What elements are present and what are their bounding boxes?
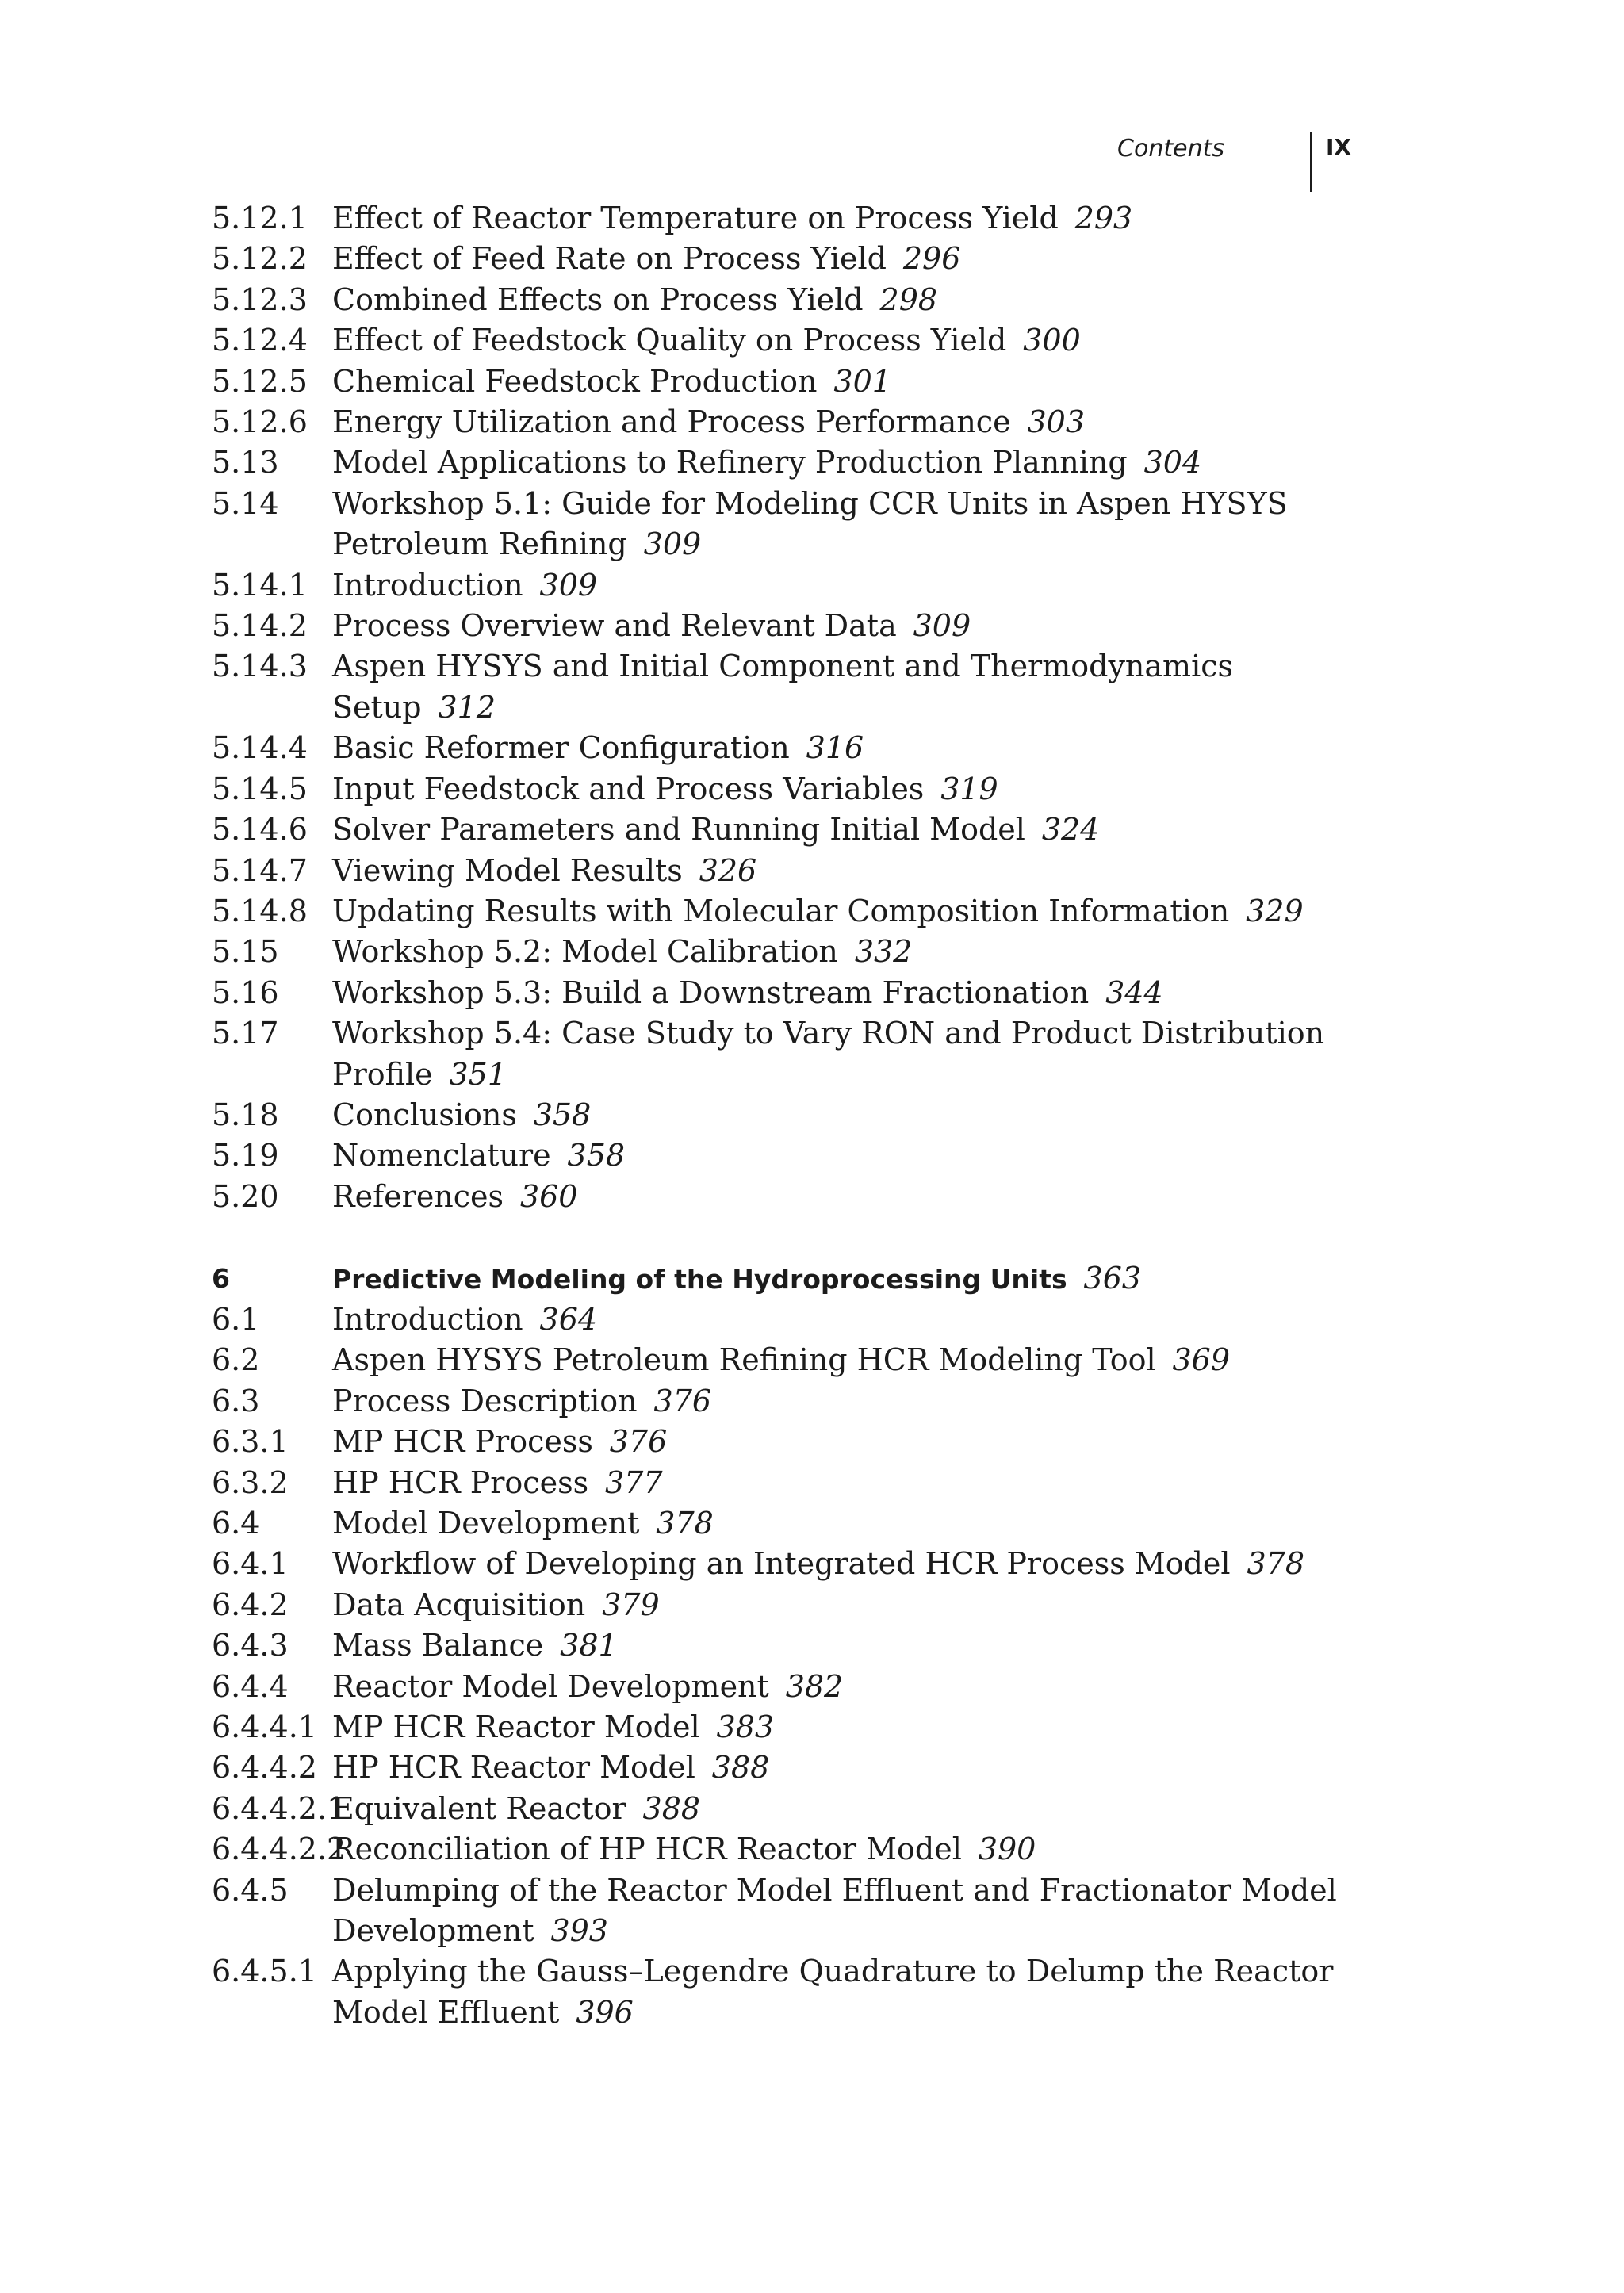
toc-entry-title-text: HP HCR Reactor Model	[332, 1750, 695, 1786]
toc-entry-number: 5.18	[212, 1097, 279, 1132]
toc-entry-title-text: Input Feedstock and Process Variables	[332, 771, 925, 806]
toc-entry-title-text: Basic Reformer Configuration	[332, 730, 790, 766]
toc-entry	[212, 1789, 1338, 1829]
toc-entry-title-text: Equivalent Reactor	[332, 1790, 626, 1826]
toc-entry-title-text: Mass Balance	[332, 1628, 544, 1663]
toc-entry-page: 309	[539, 567, 598, 603]
toc-entry-page: 358	[567, 1138, 626, 1173]
toc-entry	[212, 1177, 1338, 1217]
toc-entry	[212, 810, 1338, 850]
toc-entry-title-text: Aspen HYSYS and Initial Component and Thermodynamics Setup	[332, 649, 1234, 725]
toc-entry-number: 5.14	[212, 485, 279, 521]
toc-entry-page: 364	[539, 1301, 598, 1337]
toc-entry-page: 300	[1023, 323, 1081, 358]
toc-entry-title-text: Effect of Feedstock Quality on Process Yield	[332, 323, 1007, 358]
toc-entry-title	[332, 1667, 1338, 1707]
toc-entry-number: 5.16	[212, 974, 279, 1010]
toc-entry-number: 6	[212, 1262, 230, 1294]
toc-entry	[212, 320, 1338, 361]
toc-entry-title	[332, 1829, 1338, 1870]
toc-entry	[212, 198, 1338, 239]
toc-entry-title-text: Solver Parameters and Running Initial Model	[332, 812, 1025, 848]
toc-entry-title-text: Process Description	[332, 1383, 638, 1418]
toc-entry-title	[332, 769, 1338, 810]
toc-entry	[212, 442, 1338, 483]
toc-entry-number: 6.4.4	[212, 1668, 289, 1704]
toc-entry-number: 5.14.2	[212, 608, 308, 644]
toc-entry	[212, 606, 1338, 646]
toc-entry-number: 6.4.3	[212, 1628, 289, 1663]
toc-entry-number: 5.12.4	[212, 323, 308, 358]
toc-entry	[212, 1870, 1338, 1952]
toc-entry-number: 6.3.2	[212, 1464, 289, 1500]
toc-entry-page: 296	[902, 241, 961, 277]
toc-entry-title	[332, 1544, 1338, 1584]
toc-entry-number: 5.14.7	[212, 852, 308, 888]
toc-entry-title-text: Workshop 5.4: Case Study to Vary RON and Product Distribution Profile	[332, 1016, 1325, 1092]
toc-entry-page: 390	[978, 1832, 1036, 1867]
toc-entry-page: 377	[604, 1464, 663, 1500]
toc-entry	[212, 1422, 1338, 1462]
toc-entry	[212, 1625, 1338, 1666]
toc-entry-page: 312	[438, 689, 496, 725]
toc-entry-title	[332, 320, 1338, 361]
table-of-contents	[212, 198, 1338, 2033]
toc-entry-number: 5.14.4	[212, 730, 308, 766]
toc-entry	[212, 1340, 1338, 1380]
toc-entry-title-text: Predictive Modeling of the Hydroprocessing Units	[332, 1263, 1067, 1295]
toc-entry-number: 6.4.5	[212, 1872, 289, 1908]
toc-entry	[212, 1135, 1338, 1176]
toc-entry-title-text: Workshop 5.3: Build a Downstream Fractionation	[332, 974, 1090, 1010]
toc-entry	[212, 728, 1338, 768]
toc-entry-title	[332, 1422, 1338, 1462]
toc-entry-page: 316	[806, 730, 864, 766]
toc-entry-number: 6.4.4.2	[212, 1750, 317, 1786]
toc-entry-page: 326	[699, 852, 757, 888]
toc-entry-page: 309	[643, 526, 702, 562]
toc-entry-number: 6.4.4.2.1	[212, 1790, 347, 1826]
toc-entry-title-text: References	[332, 1178, 504, 1214]
toc-entry	[212, 1463, 1338, 1503]
toc-entry-page: 378	[656, 1505, 714, 1541]
toc-entry-title-text: Chemical Feedstock Production	[332, 363, 818, 399]
toc-entry-title	[332, 851, 1338, 891]
toc-entry-number: 6.4.2	[212, 1587, 289, 1622]
toc-entry-title	[332, 1463, 1338, 1503]
toc-entry	[212, 565, 1338, 606]
toc-entry-title	[332, 810, 1338, 850]
toc-entry-number: 5.12.5	[212, 363, 308, 399]
toc-entry	[212, 1707, 1338, 1748]
toc-entry-page: 369	[1172, 1342, 1231, 1378]
toc-entry-number: 5.14.1	[212, 567, 308, 603]
toc-entry-title-text: Aspen HYSYS Petroleum Refining HCR Modeling Tool	[332, 1342, 1156, 1378]
toc-entry	[212, 1748, 1338, 1788]
toc-entry-title	[332, 1870, 1338, 1952]
toc-entry	[212, 1095, 1338, 1135]
toc-entry-number: 5.14.3	[212, 649, 308, 684]
toc-entry-title-text: MP HCR Process	[332, 1424, 593, 1460]
toc-entry	[212, 1013, 1338, 1095]
toc-entry-page: 358	[533, 1097, 592, 1132]
toc-entry	[212, 402, 1338, 442]
toc-entry-title-text: Workshop 5.1: Guide for Modeling CCR Units in Aspen HYSYS Petroleum Refining	[332, 485, 1288, 562]
toc-entry-number: 6.4.5.1	[212, 1954, 317, 1989]
toc-entry-title	[332, 973, 1338, 1013]
toc-entry-number: 6.1	[212, 1301, 260, 1337]
toc-entry	[212, 973, 1338, 1013]
toc-entry-page: 303	[1027, 404, 1085, 440]
toc-entry	[212, 1503, 1338, 1544]
toc-entry-page: 376	[609, 1424, 668, 1460]
toc-entry-title-text: Model Applications to Refinery Production Planning	[332, 445, 1128, 480]
toc-entry-number: 6.3.1	[212, 1424, 289, 1460]
toc-entry-title-text: Delumping of the Reactor Model Effluent and Fractionator Model Development	[332, 1872, 1337, 1949]
toc-entry-page: 363	[1083, 1260, 1142, 1296]
toc-entry-number: 6.4.4.1	[212, 1709, 317, 1745]
toc-entry-page: 293	[1074, 201, 1133, 235]
toc-entry-number: 5.12.1	[212, 201, 308, 235]
toc-entry-page: 304	[1143, 445, 1202, 480]
toc-entry-title	[332, 442, 1338, 483]
toc-entry	[212, 1585, 1338, 1625]
toc-entry	[212, 891, 1338, 932]
toc-entry-page: 332	[854, 934, 913, 970]
toc-entry	[212, 932, 1338, 972]
toc-entry-title	[332, 1503, 1338, 1544]
toc-entry-number: 6.4.4.2.2	[212, 1832, 347, 1867]
toc-entry-title-text: MP HCR Reactor Model	[332, 1709, 700, 1745]
toc-entry	[212, 1300, 1338, 1340]
toc-entry-page: 388	[642, 1790, 701, 1826]
toc-entry-number: 5.19	[212, 1138, 279, 1173]
toc-entry-page: 381	[560, 1628, 618, 1663]
running-header	[1110, 132, 1352, 192]
toc-entry	[212, 1544, 1338, 1584]
toc-entry-title	[332, 1095, 1338, 1135]
toc-entry-title-text: Process Overview and Relevant Data	[332, 608, 897, 644]
toc-entry	[212, 769, 1338, 810]
toc-entry-page: 301	[833, 363, 891, 399]
toc-entry-title-text: Data Acquisition	[332, 1587, 586, 1622]
toc-entry-title	[332, 1707, 1338, 1748]
toc-entry-title	[332, 1951, 1338, 2033]
toc-entry-title	[332, 1789, 1338, 1829]
toc-entry-title	[332, 1748, 1338, 1788]
toc-entry-title-text: Effect of Feed Rate on Process Yield	[332, 241, 887, 277]
running-header-section: Contents	[1117, 135, 1224, 163]
toc-entry-page: 382	[785, 1668, 844, 1704]
toc-entry	[212, 1951, 1338, 2033]
toc-entry-number: 5.20	[212, 1178, 279, 1214]
toc-entry-number: 6.4.1	[212, 1546, 289, 1582]
toc-entry-title-text: Updating Results with Molecular Composition Information	[332, 893, 1230, 928]
toc-entry	[212, 1381, 1338, 1422]
toc-entry-title	[332, 1585, 1338, 1625]
page-number: IX	[1326, 134, 1352, 160]
toc-entry-number: 5.12.3	[212, 281, 308, 317]
toc-entry-number: 6.3	[212, 1383, 260, 1418]
toc-entry-title-text: HP HCR Process	[332, 1464, 589, 1500]
toc-entry-title-text: Energy Utilization and Process Performance	[332, 404, 1011, 440]
toc-entry	[212, 484, 1338, 565]
toc-entry-number: 5.15	[212, 934, 279, 970]
toc-entry-title-text: Applying the Gauss–Legendre Quadrature to Delump the Reactor Model Effluent	[332, 1954, 1334, 2030]
toc-entry-page: 351	[449, 1056, 508, 1092]
toc-entry-number: 5.13	[212, 445, 279, 480]
toc-entry-title	[332, 1258, 1338, 1300]
toc-entry-title	[332, 646, 1338, 728]
toc-entry-page: 383	[716, 1709, 775, 1745]
toc-entry-number: 5.14.8	[212, 893, 308, 928]
toc-entry-title-text: Introduction	[332, 1301, 523, 1337]
toc-entry	[212, 239, 1338, 279]
toc-entry-page: 344	[1105, 974, 1163, 1010]
toc-entry-number: 5.12.6	[212, 404, 308, 440]
toc-entry-title-text: Workflow of Developing an Integrated HCR Process Model	[332, 1546, 1231, 1582]
toc-entry-page: 376	[653, 1383, 712, 1418]
toc-entry-title	[332, 1300, 1338, 1340]
toc-entry-number: 5.14.5	[212, 771, 308, 806]
toc-entry	[212, 851, 1338, 891]
toc-entry-title	[332, 239, 1338, 279]
toc-entry-title-text: Conclusions	[332, 1097, 517, 1132]
toc-entry-page: 379	[602, 1587, 660, 1622]
toc-entry-page: 378	[1247, 1546, 1304, 1582]
toc-entry-title	[332, 606, 1338, 646]
toc-entry-title	[332, 198, 1338, 239]
toc-entry	[212, 1829, 1338, 1870]
toc-entry-title-text: Combined Effects on Process Yield	[332, 281, 864, 317]
toc-entry	[212, 280, 1338, 320]
toc-entry-title	[332, 1177, 1338, 1217]
toc-entry-page: 329	[1246, 893, 1304, 928]
toc-entry-title-text: Effect of Reactor Temperature on Process Yield	[332, 201, 1059, 235]
toc-entry-title	[332, 932, 1338, 972]
toc-entry-title	[332, 280, 1338, 320]
toc-entry	[212, 646, 1338, 728]
header-divider	[1310, 132, 1312, 192]
toc-entry	[212, 362, 1338, 402]
toc-entry-title-text: Viewing Model Results	[332, 852, 683, 888]
toc-entry-title-text: Model Development	[332, 1505, 640, 1541]
toc-entry-title	[332, 891, 1338, 932]
toc-entry-number: 6.4	[212, 1505, 260, 1541]
toc-entry-title	[332, 565, 1338, 606]
toc-entry-page: 309	[913, 608, 971, 644]
toc-entry-page: 319	[940, 771, 998, 806]
toc-entry-title-text: Workshop 5.2: Model Calibration	[332, 934, 838, 970]
toc-entry-page: 360	[519, 1178, 578, 1214]
toc-entry-title-text: Nomenclature	[332, 1138, 551, 1173]
toc-entry-page: 388	[711, 1750, 770, 1786]
toc-entry-title	[332, 1013, 1338, 1095]
toc-entry-title	[332, 1340, 1338, 1380]
toc-chapter-entry	[212, 1258, 1338, 1300]
toc-entry	[212, 1667, 1338, 1707]
toc-entry-title	[332, 402, 1338, 442]
toc-entry-title-text: Introduction	[332, 567, 523, 603]
toc-entry-number: 5.17	[212, 1016, 279, 1051]
toc-entry-title	[332, 1625, 1338, 1666]
toc-entry-title	[332, 1135, 1338, 1176]
toc-entry-title	[332, 1381, 1338, 1422]
toc-entry-page: 298	[879, 281, 938, 317]
toc-entry-number: 5.12.2	[212, 241, 308, 277]
toc-entry-title	[332, 362, 1338, 402]
toc-entry-page: 396	[576, 1994, 634, 2030]
toc-entry-title	[332, 728, 1338, 768]
toc-entry-title-text: Reactor Model Development	[332, 1668, 769, 1704]
toc-entry-number: 6.2	[212, 1342, 260, 1378]
toc-entry-title	[332, 484, 1338, 565]
toc-entry-page: 324	[1041, 812, 1100, 848]
toc-entry-title-text: Reconciliation of HP HCR Reactor Model	[332, 1832, 962, 1867]
toc-entry-number: 5.14.6	[212, 812, 308, 848]
toc-entry-page: 393	[550, 1913, 608, 1949]
